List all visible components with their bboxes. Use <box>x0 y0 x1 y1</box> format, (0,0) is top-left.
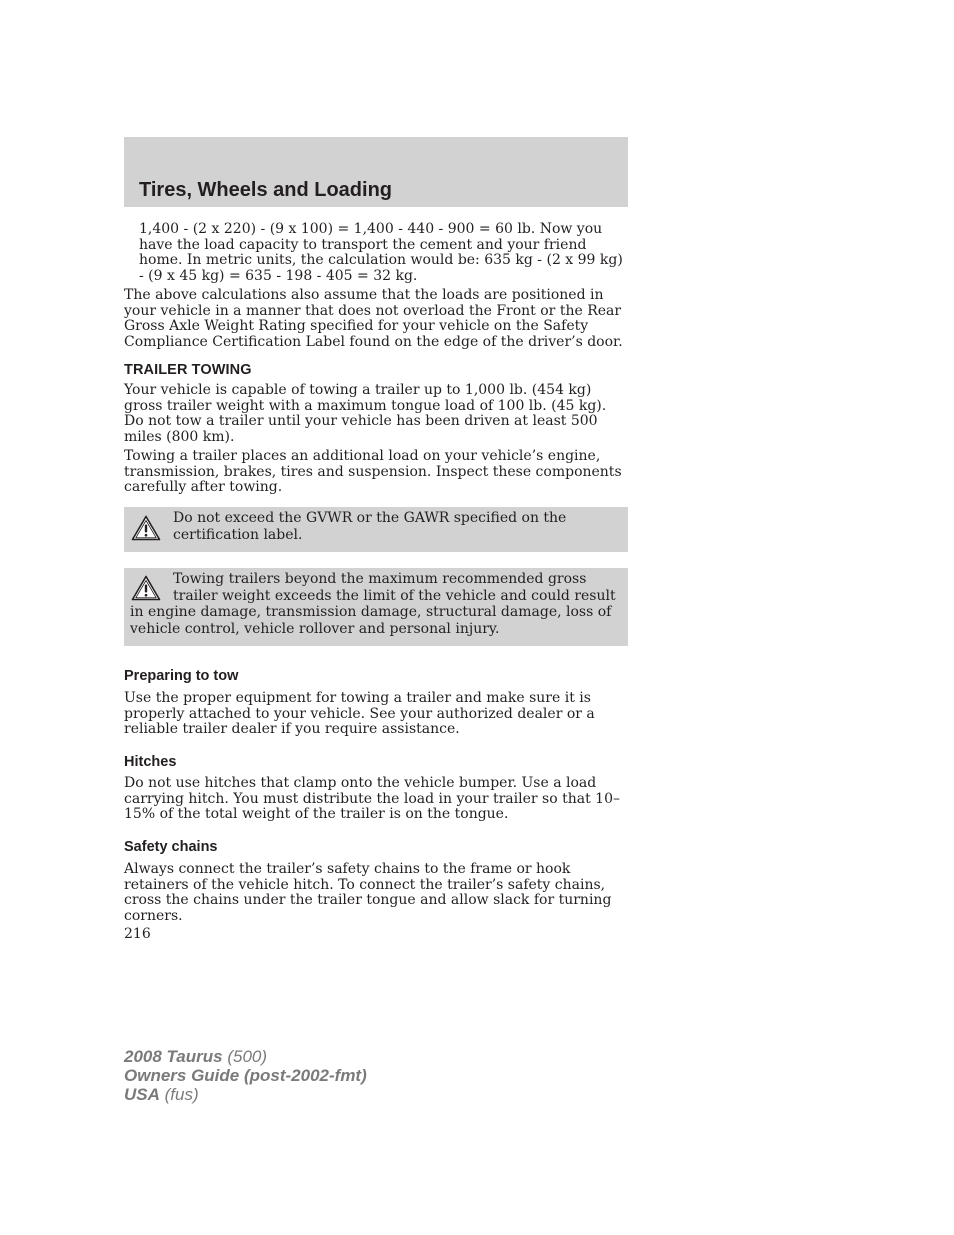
hitches-paragraph: Do not use hitches that clamp onto the vehicle bumper. Use a load carrying hitch. You must distribute the load in your trailer so that 10–15% of the total weight of the trailer is on the tongue. <box>124 775 620 822</box>
preparing-paragraph: Use the proper equipment for towing a trailer and make sure it is properly attached to your vehicle. See your authorized dealer or a reliable trailer dealer if you require assistance. <box>124 690 595 737</box>
footer-line-guide <box>124 1066 367 1085</box>
hitches-heading: Hitches <box>124 754 177 770</box>
section-title: Tires, Wheels and Loading <box>139 179 393 201</box>
trailer-towing-heading: TRAILER TOWING <box>124 362 252 378</box>
calc-assumption-paragraph: The above calculations also assume that the loads are positioned in your vehicle in a manner that does not overload the Front or the Rear Gross Axle Weight Rating specified for your vehicle on the Safety Compliance Certification Label found on the edge of the driver’s door. <box>124 287 623 350</box>
document-footer <box>124 1047 367 1104</box>
footer-market: USA <box>124 1085 160 1104</box>
safety-chains-heading: Safety chains <box>124 839 218 855</box>
page-number: 216 <box>124 926 151 942</box>
warning-box-overload <box>124 568 628 646</box>
footer-model-code: (500) <box>227 1047 268 1066</box>
footer-line-model <box>124 1047 367 1066</box>
footer-model: 2008 Taurus <box>124 1047 223 1066</box>
footer-guide: Owners Guide (post-2002-fmt) <box>124 1066 367 1085</box>
preparing-to-tow-heading: Preparing to tow <box>124 668 239 684</box>
warning-triangle-icon <box>131 515 161 541</box>
safety-chains-paragraph: Always connect the trailer’s safety chains to the frame or hook retainers of the vehicle hitch. To connect the trailer’s safety chains, cross the chains under the trailer tongue and allow slack for turning corners. <box>124 861 612 924</box>
calc-example-paragraph: 1,400 - (2 x 220) - (9 x 100) = 1,400 - 440 - 900 = 60 lb. Now you have the load capacity to transport the cement and your friend home. In metric units, the calculation would be: 635 kg - (2 x 99 kg) - (9 x 45 kg) = 635 - 198 - 405 = 32 kg. <box>139 221 623 284</box>
towing-capacity-paragraph: Your vehicle is capable of towing a trailer up to 1,000 lb. (454 kg) gross trailer weight with a maximum tongue load of 100 lb. (45 kg). Do not tow a trailer until your vehicle has been driven at least 500 miles (800 km). <box>124 382 607 445</box>
warning-triangle-icon <box>131 575 161 601</box>
towing-load-paragraph: Towing a trailer places an additional load on your vehicle’s engine, transmission, brakes, tires and suspension. Inspect these components carefully after towing. <box>124 448 622 495</box>
footer-market-code: (fus) <box>164 1085 199 1104</box>
footer-line-market <box>124 1085 367 1104</box>
section-header <box>124 137 628 207</box>
warning-box-gvwr <box>124 507 628 552</box>
warning-text: Towing trailers beyond the maximum recommended gross trailer weight exceeds the limit of the vehicle and could result in engine damage, transmission damage, structural damage, loss of vehicle control, vehicle rollover and personal injury. <box>130 571 616 637</box>
warning-text: Do not exceed the GVWR or the GAWR specified on the certification label. <box>173 510 567 543</box>
